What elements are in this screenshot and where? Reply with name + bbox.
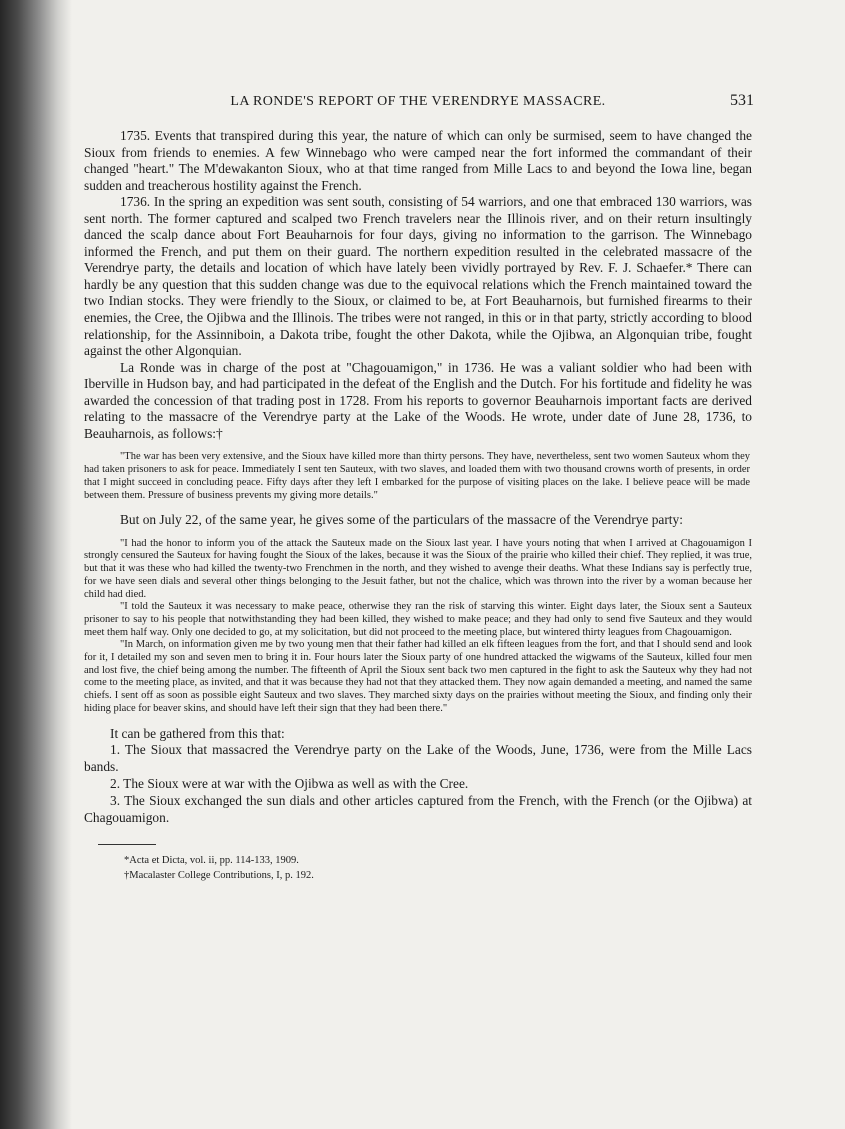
paragraph-july-22: But on July 22, of the same year, he gives some of the particulars of the massacre of the Verendrye party: [120,512,683,528]
paragraph-1735: 1735. Events that transpired during this year, the nature of which can only be surmised, seem to have changed the Sioux from friends to enemies. A few Winnebago who were camped near the fort informed the commandant of their changed "heart." The M'dewakanton Sioux, who at that time ranged from Mille Lacs to and beyond the Iowa line, began sudden and treacherous hostility against the French. [84,128,752,193]
quote-paragraph: "I told the Sauteux it was necessary to make peace, otherwise they ran the risk of starving this winter. Eight days later, the Sioux sent a Sauteux prisoner to say to his people that notwithstanding they had been killed, they wished to make peace; and they had only to send five Sauteux and they would meet them half way. Only one decided to go, at my solicitation, but did not proceed to the meeting place, but wintered thirty leagues from Chagouamigon. [84,601,752,638]
book-page [84,92,752,883]
body-text [84,128,752,442]
footnote-divider [98,844,156,845]
conclusion-item: 3. The Sioux exchanged the sun dials and other articles captured from the French, with the French (or the Ojibwa) at Chagouamigon. [84,792,752,825]
conclusions [84,726,752,827]
quote-paragraph: "The war has been very extensive, and the Sioux have killed more than thirty persons. They have, nevertheless, sent two women Sauteux whom they had taken prisoners to ask for peace. Immediately I sent ten Sauteux, with two slaves, and loaded them with two thousand crowns worth of presents, in order that I might succeed in concluding peace. Fifty days after they left I embarked for the purpose of visiting places on the lake. I believe peace will be made between them. Pressure of business prevents my giving more details." [84,451,750,501]
page-number: 531 [730,92,754,109]
conclusion-item: 2. The Sioux were at war with the Ojibwa as well as with the Cree. [110,775,469,791]
paragraph-1736: 1736. In the spring an expedition was sent south, consisting of 54 warriors, and one that embraced 130 warriors, was sent north. The former captured and scalped two French travelers near the Illinois river, and on their return insultingly danced the scalp dance about Fort Beauharnois for four days, giving no information to the garrison. The Winnebago informed the French, and put them on their guard. The northern expedition resulted in the celebrated massacre of the Verendrye party, the details and location of which have lately been vividly portrayed by Rev. F. J. Schaefer.* There can hardly be any question that this sudden change was due to the equivocal relations which the French maintained toward the two Indian stocks. They were friendly to the Sioux, or claimed to be, at Fort Beauharnois, but furnished firearms to their enemies, the Cree, the Ojibwa and the Illinois. The tribes were not ranged, in this or in that party, strictly according to blood relationship, for the Assinniboin, a Dakota tribe, fought the other Dakota, while the Ojibwa, an Algonquian tribe, fought against the other Algonquian. [84,194,752,359]
book-binding-shadow [0,0,72,1129]
quote-july-22 [84,538,752,716]
quote-paragraph: "I had the honor to inform you of the attack the Sauteux made on the Sioux last year. I have yours noting that when I arrived at Chagouamigon I strongly censured the Sauteux for having fought the Sioux of the lakes, because it was the Sioux of the prairie who killed their chief. They replied, it was true, but that it was these who had killed the twenty-two Frenchmen in the north, and they wished to avenge their deaths. What these Indians say is perfectly true, for we have seen dials and several other things belonging to the Jesuit father, but not the chalice, which was thrown into the river by a woman because her child had died. [84,537,752,600]
quote-june-28 [84,451,752,502]
body-text-massacre [84,512,752,529]
conclusion-item: 1. The Sioux that massacred the Verendrye party on the Lake of the Woods, June, 1736, were from the Mille Lacs bands. [84,742,752,775]
footnote-acta: *Acta et Dicta, vol. ii, pp. 114-133, 1909. [124,855,299,867]
footnotes [84,853,752,883]
paragraph-la-ronde: La Ronde was in charge of the post at "Chagouamigon," in 1736. He was a valiant soldier who had been with Iberville in Hudson bay, and had participated in the defeat of the English and the Dutch. For his fortitude and fidelity he was awarded the concession of that trading post in 1728. From his reports to governor Beauharnois important facts are derived relating to the massacre of the Verendrye party at the Lake of the Woods. He wrote, under date of June 28, 1736, to Beauharnois, as follows:† [84,359,752,441]
footnote-macalaster: †Macalaster College Contributions, I, p. 192. [124,870,314,882]
running-title: LA RONDE'S REPORT OF THE VERENDRYE MASSACRE. [230,94,606,109]
quote-paragraph: "In March, on information given me by two young men that their father had killed an elk fifteen leagues from the fort, and that I should send and look for it, I detailed my son and seven men to bring it in. Four hours later the Sioux party of one hundred attacked the wigwams of the Sauteux, killed four men and lost five, the chief being among the number. The fifteenth of April the Sioux sent back two men captured in the fight to ask the Sauteux why they had not come to the meeting place, as invited, and that it was because they had not that they attacked them. They now again demanded a meeting, and named the same chiefs. I sent off as soon as possible eight Sauteux and two slaves. They marched sixty days on the prairies without meeting the Sioux, and finding only their hiding place for beaver skins, and should have left their sign that they had been there." [84,639,752,714]
running-head [84,92,752,114]
conclusion-intro: It can be gathered from this that: [110,725,285,741]
